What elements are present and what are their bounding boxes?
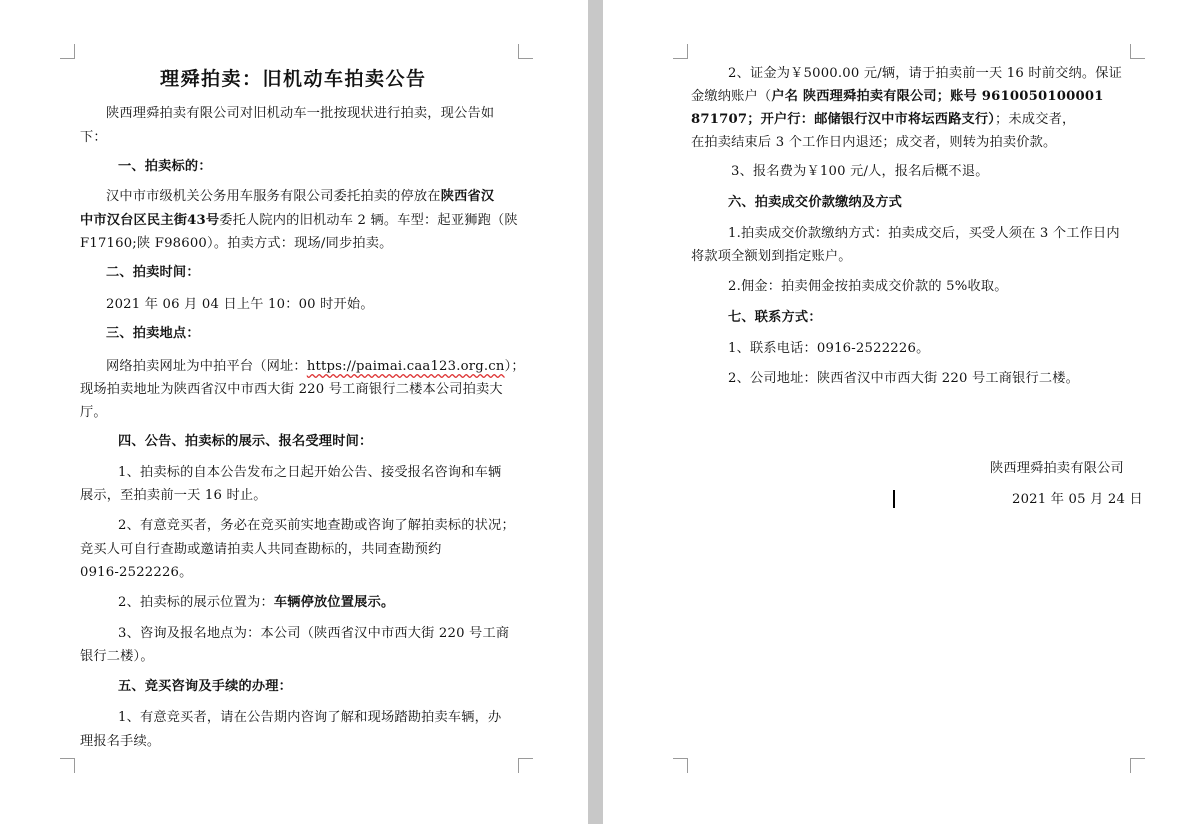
intro-line-2: 下：	[80, 130, 107, 145]
section-2-heading: 二、拍卖时间：	[106, 265, 200, 280]
section-4-heading: 四、公告、拍卖标的展示、报名受理时间：	[118, 434, 373, 449]
text-cursor	[893, 490, 895, 508]
p2-line-1: 2、证金为￥5000.00 元/辆，请于拍卖前一天 16 时前交纳。保证	[728, 66, 1123, 81]
s4-p2-line-3: 0916-2522226。	[80, 565, 193, 580]
document-page-2[interactable]	[603, 0, 1197, 824]
s4-p3-line: 2、拍卖标的展示位置为：车辆停放位置展示。	[118, 595, 395, 610]
corner-mark-bottom-left	[673, 758, 688, 773]
s4-p4-line-1: 3、咨询及报名地点为：本公司（陕西省汉中市西大街 220 号工商	[118, 626, 510, 641]
s7-line-1: 1、联系电话：0916-2522226。	[728, 341, 930, 356]
s4-p2-line-1: 2、有意竞买者，务必在竞买前实地查勘或咨询了解拍卖标的状况；	[118, 518, 515, 533]
s4-p1-line-1: 1、拍卖标的自本公告发布之日起开始公告、接受报名咨询和车辆	[118, 465, 502, 480]
section-1-heading: 一、拍卖标的：	[118, 159, 212, 174]
corner-mark-bottom-right	[518, 758, 533, 773]
section-6-heading: 六、拍卖成交价款缴纳及方式	[728, 195, 903, 210]
s4-p1-line-2: 展示，至拍卖前一天 16 时止。	[80, 488, 267, 503]
section-3-heading: 三、拍卖地点：	[106, 326, 200, 341]
document-title: 理舜拍卖：旧机动车拍卖公告	[160, 68, 427, 90]
s6-line-2: 将款项全额划到指定账户。	[691, 249, 852, 264]
s1-line-2: 中市汉台区民主街43号委托人院内的旧机动车 2 辆。车型：起亚狮跑（陕	[80, 213, 518, 228]
s5-p1-line-2: 理报名手续。	[80, 734, 161, 749]
corner-mark-top-right	[518, 44, 533, 59]
page-gap	[588, 0, 603, 824]
s3-line-2: 现场拍卖地址为陕西省汉中市西大街 220 号工商银行二楼本公司拍卖大	[80, 382, 503, 397]
p2-line-5: 3、报名费为￥100 元/人，报名后概不退。	[731, 164, 989, 179]
p2-line-3: 871707；开户行：邮储银行汉中市将坛西路支行）；未成交者，	[691, 112, 1076, 127]
section-5-heading: 五、竞买咨询及手续的办理：	[118, 679, 293, 694]
corner-mark-top-right	[1130, 44, 1145, 59]
corner-mark-top-left	[60, 44, 75, 59]
s3-line-1: 网络拍卖网址为中拍平台（网址：https://paimai.caa123.org.cn）；	[106, 359, 525, 374]
s5-p1-line-1: 1、有意竞买者，请在公告期内咨询了解和现场踏勘拍卖车辆，办	[118, 710, 502, 725]
document-page-1[interactable]	[0, 0, 588, 824]
s4-p2-line-2: 竞买人可自行查勘或邀请拍卖人共同查勘标的，共同查勘预约	[80, 542, 442, 557]
s7-line-2: 2、公司地址：陕西省汉中市西大街 220 号工商银行二楼。	[728, 371, 1080, 386]
s6-line-1: 1.拍卖成交价款缴纳方式：拍卖成交后，买受人须在 3 个工作日内	[728, 226, 1120, 241]
intro-line-1: 陕西理舜拍卖有限公司对旧机动车一批按现状进行拍卖，现公告如	[106, 106, 495, 121]
signature-company: 陕西理舜拍卖有限公司	[990, 461, 1124, 476]
s2-line-1: 2021 年 06 月 04 日上午 10：00 时开始。	[106, 297, 374, 312]
p2-line-2: 金缴纳账户（户名 陕西理舜拍卖有限公司；账号 9610050100001	[691, 89, 1104, 104]
p2-line-4: 在拍卖结束后 3 个工作日内退还；成交者，则转为拍卖价款。	[691, 135, 1057, 150]
corner-mark-bottom-right	[1130, 758, 1145, 773]
s1-line-1: 汉中市市级机关公务用车服务有限公司委托拍卖的停放在陕西省汉	[106, 189, 495, 204]
corner-mark-top-left	[673, 44, 688, 59]
s1-line-3: F17160;陕 F98600）。拍卖方式：现场/同步拍卖。	[80, 236, 393, 251]
signature-date: 2021 年 05 月 24 日	[1012, 492, 1143, 507]
auction-website-link[interactable]: https://paimai.caa123.org.cn	[306, 359, 505, 374]
corner-mark-bottom-left	[60, 758, 75, 773]
s3-line-3: 厅。	[80, 405, 107, 420]
s4-p4-line-2: 银行二楼）。	[80, 649, 154, 664]
section-7-heading: 七、联系方式：	[728, 310, 822, 325]
s6-line-3: 2.佣金：拍卖佣金按拍卖成交价款的 5%收取。	[728, 279, 1008, 294]
